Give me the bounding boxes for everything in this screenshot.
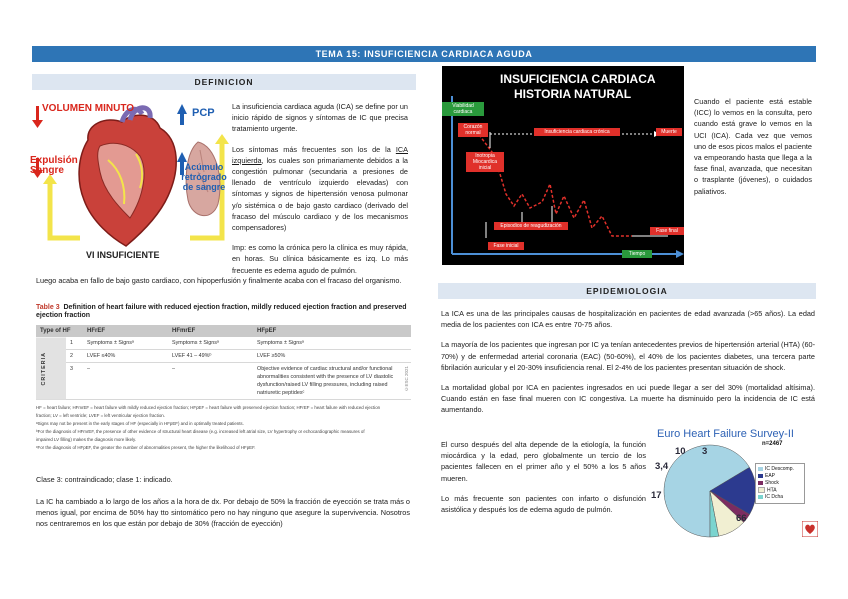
- expulsion-sangre-label: Expulsión Sangre: [30, 155, 78, 176]
- table-cell: LVEF ≥50%: [253, 350, 411, 363]
- epidemiologia-p1: La ICA es una de las principales causas de hospitalización en pacientes de edad avanzada (>65 años). La edad media de los pacientes con ICA es entre 70-75 años.: [441, 309, 815, 330]
- ica-izquierda-link: ICA izquierda: [232, 144, 408, 165]
- epidemiologia-p3: La mortalidad global por ICA en pacientes ingresados en uci puede llegar a ser del 30% (mortalidad altísima). Cuando están en fase final mueren con IC congestiva. La muerte ha disminuido pero la incidencia de IC está aumentando.: [441, 383, 815, 415]
- table-cell: 1: [66, 337, 83, 350]
- pcp-label: PCP: [192, 107, 215, 119]
- table-header: HFpEF: [253, 325, 411, 337]
- chart-title: Euro Heart Failure Survey-II: [657, 428, 794, 440]
- heart-logo-icon: [802, 521, 818, 537]
- heart-failure-illustration: [30, 100, 230, 262]
- hf-definition-table: [36, 325, 411, 400]
- clase-text: Clase 3: contraindicado; clase 1: indicado.: [36, 475, 173, 484]
- table3-notes: [36, 404, 408, 452]
- pie-value-label: 3: [702, 446, 708, 457]
- definicion-text: [232, 101, 408, 285]
- table-cell: 2: [66, 350, 83, 363]
- table-header: HFmrEF: [168, 325, 253, 337]
- table-note: ᵃSigns may not be present in the early stages of HF (especially in HFpEF) and in optimally treated patients.: [36, 421, 244, 426]
- table-note: ᶜFor the diagnosis of HFpEF, the greater the number of abnormalities present, the higher the likelihood of HFpEF.: [36, 445, 256, 450]
- tiempo-box: Tiempo: [622, 250, 652, 258]
- legend-swatch: [758, 474, 763, 478]
- legend-item: [758, 466, 802, 473]
- pie-value-label: 3,4: [655, 461, 669, 472]
- estable-paragraph: Cuando el paciente está estable (ICC) lo vemos en la consulta, pero cuando está grave lo vemos en la UCI (ICA). Cada vez que vemos uno de esos picos malos el paciente va empeorando hasta que llega a la fase final, avanzada, que necesitan o trasplante (jóvenes), o cuidados paliativos.: [694, 97, 812, 196]
- table-cell: Symptoms ± Signsᵃ: [168, 337, 253, 350]
- pie-legend: [755, 463, 805, 504]
- section-heading-epidemiologia: EPIDEMIOLOGIA: [438, 283, 816, 299]
- episodios-box: Episodios de reagudización: [494, 222, 568, 230]
- icc-box: Insuficiencia cardiaca crónica: [534, 128, 620, 136]
- table-cell: 3: [66, 363, 83, 400]
- definicion-p1: La insuficiencia cardiaca aguda (ICA) se define por un inicio rápido de signos y síntomas de IC que precisa tratamiento urgente.: [232, 102, 408, 134]
- slide-title-1: INSUFICIENCIA CARDIACA: [500, 72, 656, 86]
- table3-caption: [36, 304, 416, 320]
- viabilidad-box: Viabilidad cardiaca: [442, 102, 484, 116]
- table-header: Type of HF: [36, 325, 83, 337]
- epidemiologia-p4: El curso después del alta depende de la etiología, la función miocárdica y la edad, pero globalmente un tercio de los pacientes fallecen en el primer año y el 50% a los 5 años mueren.: [441, 440, 646, 483]
- pie-value-label: 17: [651, 490, 662, 501]
- legend-item: [758, 487, 802, 494]
- legend-swatch: [758, 487, 765, 493]
- acumulo-label: Acúmulo retrógrado de sangre: [181, 162, 227, 192]
- table-note: ᵇFor the diagnosis of HFmrEF, the presence of other evidence of structural heart disease (e.g. increased left atrial size, LV hypertrophy or echocardiographic measures of: [36, 429, 365, 434]
- table-cell: Objective evidence of cardiac structural and/or functional abnormalities consistent with the presence of LV diastolic dysfunction/raised LV filling pressures, including raised natriuretic peptidesᶜ: [253, 363, 411, 400]
- chart-subtitle: n=2467: [762, 441, 783, 447]
- legend-item: [758, 494, 802, 501]
- esc-copyright: ©ESC 2021: [404, 366, 409, 392]
- topic-banner: TEMA 15: INSUFICIENCIA CARDIACA AGUDA: [32, 46, 816, 62]
- corazon-normal-box: Corazón normal: [458, 123, 488, 137]
- legend-label: IC Descomp.: [765, 466, 794, 472]
- table-cell: Symptoms ± Signsᵃ: [253, 337, 411, 350]
- fase-final-box: Fase final: [650, 227, 684, 235]
- table-note: fraction; LV = left ventricle; LVEF = left ventricular ejection fraction.: [36, 413, 165, 418]
- muerte-box: Muerte: [656, 128, 682, 136]
- slide-title-2: HISTORIA NATURAL: [514, 87, 632, 101]
- epidemiologia-text: [441, 308, 815, 425]
- volumen-minuto-label: VOLUMEN MINUTO: [42, 103, 135, 114]
- definicion-p3: Imp: es como la crónica pero la clínica es muy rápida, en horas. Su clínica básicamente es izq. Lo más frecuente es edema agudo de pulmón.: [232, 243, 408, 275]
- inotropia-box: Inotropia Miocardica inicial: [466, 152, 504, 172]
- legend-label: IC Dcha: [765, 494, 784, 501]
- table3-caption-text: Definition of heart failure with reduced ejection fraction, mildly reduced ejection fraction and preserved ejection fraction: [36, 304, 407, 319]
- table-note: impaired LV filling) makes the diagnosis more likely.: [36, 437, 137, 442]
- legend-item: [758, 480, 802, 487]
- legend-swatch: [758, 467, 763, 471]
- pie-value-label: 66: [736, 513, 747, 524]
- table-cell: LVEF 41 – 49%ᵇ: [168, 350, 253, 363]
- ic-paragraph: La IC ha cambiado a lo largo de los años a la hora de dx. Por debajo de 50% la fracción de eyección se trata más o menos igual, por encima de 50% hay tto sintomático pero no hay ninguno que asegure la supervivencia. Nosotros nos centraremos en los que están por debajo de 30% (fracción de eyección): [36, 497, 410, 529]
- table-cell: LVEF ≤40%: [83, 350, 168, 363]
- historia-natural-slide: [442, 66, 684, 265]
- table3-label: Table 3: [36, 304, 60, 311]
- epidemiologia-p2: La mayoría de los pacientes que ingresan por IC ya tenían antecedentes previos de hipertensión arterial (HTA) (60-70%) y de enfermedad arterial coronaria (EAC) (50-60%), el 40% de los pacientes diabetes, una tercera parte fibrilación auricular y el 20-30% insuficiencia renal. El 2-4% de los pacientes presentan situación de shock.: [441, 340, 815, 372]
- table-row: [36, 337, 411, 350]
- pie-value-label: 10: [675, 446, 686, 457]
- definicion-p2-a: Los síntomas más frecuentes son los de la: [232, 144, 396, 154]
- table-row: [36, 350, 411, 363]
- legend-label: EAP: [765, 473, 776, 479]
- table-cell: –: [83, 363, 168, 400]
- table-row: [36, 363, 411, 400]
- legend-item: [758, 473, 802, 480]
- section-heading-definicion: DEFINICION: [32, 74, 416, 90]
- table-note: HF = heart failure; HFmrEF = heart failure with mildly reduced ejection fraction; HFpEF = heart failure with preserved ejection fraction; HFrEF = heart failure with reduced ejection: [36, 405, 381, 410]
- table-cell: Symptoms ± Signsᵃ: [83, 337, 168, 350]
- table-cell: –: [168, 363, 253, 400]
- legend-label: Shock: [765, 480, 779, 486]
- table-header: HFrEF: [83, 325, 168, 337]
- fase-inicial-box: Fase inicial: [488, 242, 524, 250]
- legend-swatch: [758, 495, 763, 499]
- epidemiologia-text-2: [441, 439, 646, 524]
- vi-insuficiente-label: VI INSUFICIENTE: [86, 250, 160, 260]
- legend-swatch: [758, 481, 763, 485]
- legend-label: HTA: [767, 487, 777, 494]
- epidemiologia-p5: Lo más frecuente son pacientes con infarto o disfunción asistólica y después los de edema agudo de pulmón.: [441, 493, 646, 515]
- definicion-p4: Luego acaba en fallo de bajo gasto cardiaco, con hipoperfusión y finalmente acaba con el fracaso del organismo.: [36, 276, 402, 285]
- definicion-p2-b: , los cuales son primariamente debidos a la congestión pulmonar (secundaria a presiones de llenado de ventrículo izquierdo elevadas) con síntomas y signos de hipertensión venosa pulmonar y/o sistémica o de bajo gasto cardiaco (derivado del fracaso del músculo cardiaco y de los mecanismos compensadores): [232, 155, 408, 233]
- definicion-p2: [232, 144, 408, 234]
- criteria-label: CRITERIA: [36, 337, 66, 400]
